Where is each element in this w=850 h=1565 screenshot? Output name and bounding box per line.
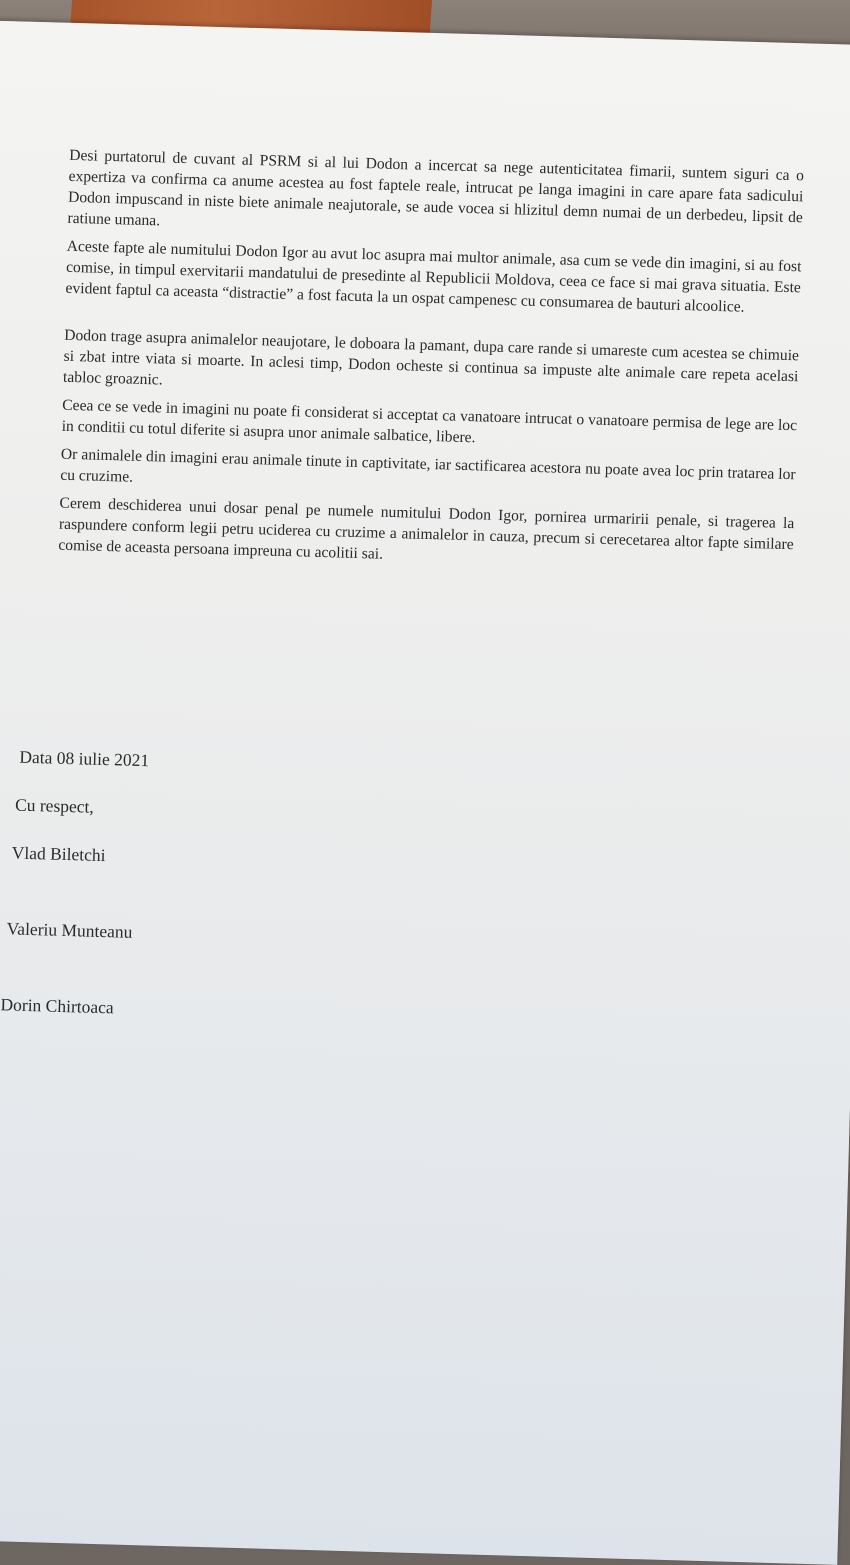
signatory-name: Vlad Biletchi	[11, 842, 106, 866]
paragraph-3: Dodon trage asupra animalelor neaujotare, le doboara la pamant, dupa care rande si umareste cum acestea se chimuie si zbat intre viata si moarte. In aclesi timp, Dodon ocheste si continua sa impuste alte animale care repeta acelasi tabloc groaznic.	[62, 326, 800, 389]
document-page	[0, 20, 850, 1565]
paragraph-5: Or animalele din imagini erau animale tinute in captivitate, iar sactificarea acestora nu poate avea loc prin tratarea lor cu cruzime.	[60, 445, 796, 486]
signatory-name: Valeriu Munteanu	[6, 918, 133, 942]
letter-body	[58, 145, 804, 583]
signatory-name: Dorin Chirtoaca	[0, 994, 114, 1018]
paragraph-2: Aceste fapte ale numitului Dodon Igor au avut loc asupra mai multor animale, asa cum se vede din imagini, si au fost comise, in timpul exervitarii mandatului de presedinte al Republicii Moldova, ceea ce face si mai grava situatia. Este evident faptul ca aceasta “distractie” a fost facuta la un ospat campenesc cu consumarea de bauturi alcoolice.	[65, 237, 802, 316]
closing-line: Cu respect,	[14, 794, 95, 817]
paragraph-1: Desi purtatorul de cuvant al PSRM si al lui Dodon a incercat sa nege autenticitatea fimarii, suntem siguri ca o expertiza va confirma ca anume acestea au fost faptele reale, intrucat pe langa imagini in care apare fata sadicului Dodon impuscand in niste biete animale neajutorale, se aude vocea si hlizitul demn numai de un derbedeu, lipsit de ratiune umana.	[67, 146, 805, 230]
paragraph-6: Cerem deschiderea unui dosar penal pe numele numitului Dodon Igor, pornirea urmaririi penale, si tragerea la raspundere conform legii petru uciderea cu cruzime a animalelor in cauza, precum si cerecetarea altor fapte similare comise de aceasta persoana impreuna cu acolitii sai.	[58, 494, 795, 563]
paragraph-4: Ceea ce se vede in imagini nu poate fi considerat si acceptat ca vanatoare intrucat o vanatoare permisa de lege are loc in conditii cu totul diferite si asupra unor animale salbatice, libere.	[61, 396, 798, 447]
letter-date: Data 08 iulie 2021	[19, 746, 150, 771]
